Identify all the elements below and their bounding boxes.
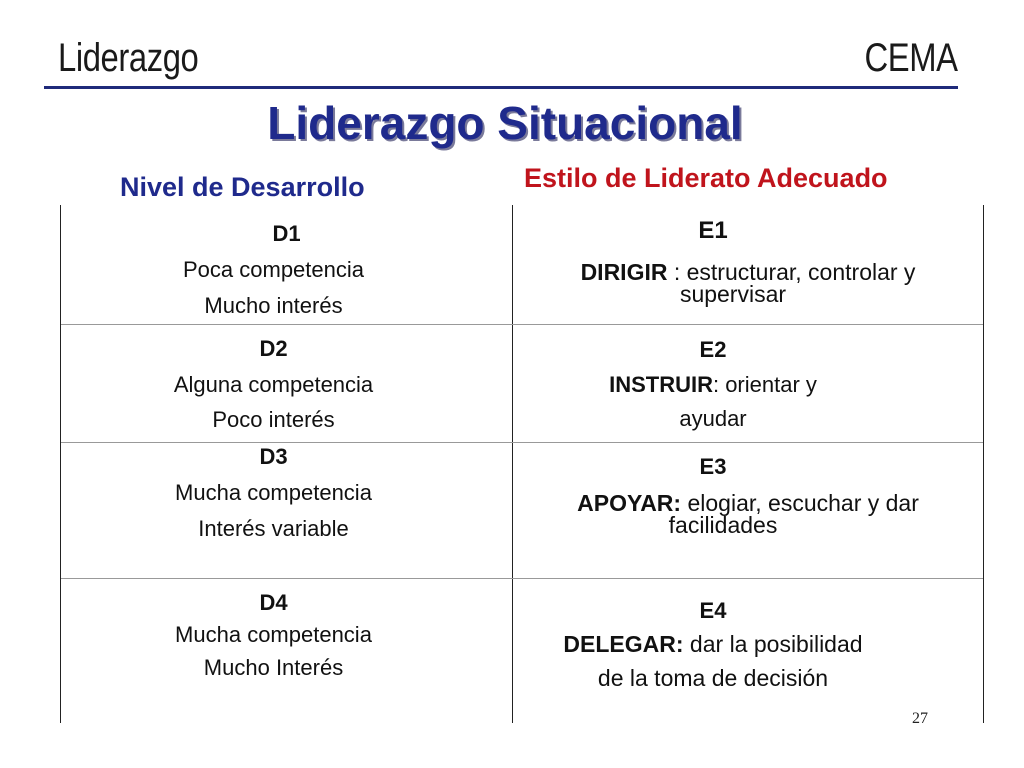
level-competence: Poca competencia [183, 257, 364, 282]
style-id: E3 [699, 454, 727, 479]
level-id: D1 [272, 221, 301, 246]
level-competence: Mucha competencia [175, 622, 372, 647]
level-id: D3 [259, 444, 288, 469]
level-interest: Interés variable [198, 516, 349, 541]
level-competence: Mucha competencia [175, 480, 372, 505]
header-left-title: Liderazgo [58, 36, 199, 80]
page-number: 27 [912, 710, 928, 727]
level-id: D4 [259, 590, 288, 615]
style-keyword: INSTRUIR [609, 372, 713, 397]
column-header-style: Estilo de Liderato Adecuado [524, 163, 888, 193]
style-description: INSTRUIR: orientar y [609, 372, 817, 397]
style-keyword: DELEGAR: [563, 631, 684, 657]
style-description: APOYAR: elogiar, escuchar y dar [577, 490, 919, 516]
style-keyword: DIRIGIR [580, 259, 668, 285]
level-id: D2 [259, 336, 288, 361]
style-description-cont: ayudar [679, 406, 747, 431]
row-divider [61, 442, 983, 443]
row-divider [61, 324, 983, 325]
level-competence: Alguna competencia [173, 372, 374, 397]
leadership-table [60, 205, 984, 723]
style-id: E2 [699, 337, 727, 362]
row-divider [61, 578, 983, 579]
header-right-title: CEMA [864, 36, 958, 80]
header-divider [44, 86, 958, 89]
style-description: DIRIGIR : estructurar, controlar y [580, 259, 916, 285]
level-interest: Mucho interés [204, 293, 343, 318]
style-description-cont: supervisar [679, 281, 787, 307]
column-header-level: Nivel de Desarrollo [120, 172, 365, 202]
style-id: E4 [699, 598, 727, 623]
style-description-cont: facilidades [668, 512, 778, 538]
level-interest: Mucho Interés [203, 655, 344, 680]
style-id: E1 [698, 217, 728, 244]
slide-title: Liderazgo Situacional [267, 97, 743, 149]
level-interest: Poco interés [212, 407, 335, 432]
style-description-cont: de la toma de decisión [597, 665, 829, 691]
style-description: DELEGAR: dar la posibilidad [563, 631, 863, 657]
style-keyword: APOYAR: [577, 490, 682, 516]
